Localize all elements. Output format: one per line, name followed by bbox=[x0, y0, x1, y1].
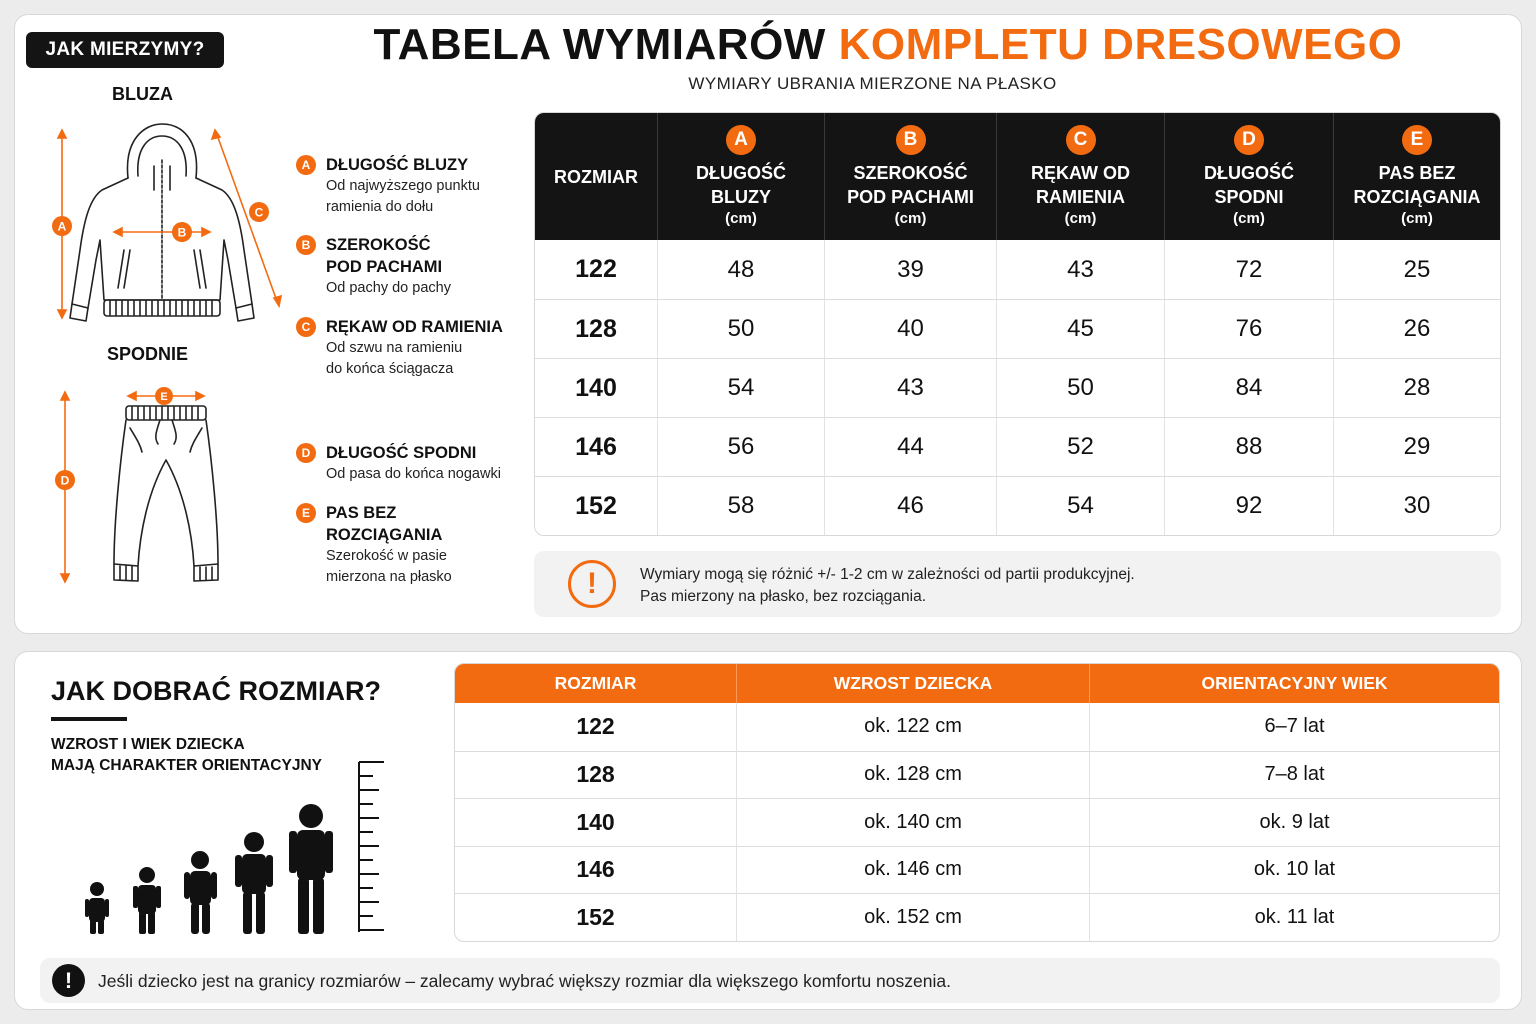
cell-height: ok. 140 cm bbox=[736, 798, 1089, 846]
legend-desc: Szerokość w pasie mierzona na płasko bbox=[326, 548, 452, 585]
badge-b: B bbox=[896, 125, 926, 155]
legend-title: PAS BEZ ROZCIĄGANIA bbox=[326, 504, 443, 544]
header-a: A DŁUGOŚĆ BLUZY (cm) bbox=[657, 113, 824, 240]
note-line-1: Wymiary mogą się różnić +/- 1-2 cm w zależności od partii produkcyjnej. bbox=[640, 566, 1135, 583]
cell: 29 bbox=[1333, 417, 1500, 476]
cell: 46 bbox=[824, 476, 996, 535]
child-figure-3 bbox=[184, 851, 217, 934]
cell: 43 bbox=[824, 358, 996, 417]
svg-text:C: C bbox=[254, 205, 264, 220]
cell: 45 bbox=[996, 299, 1164, 358]
cell: 84 bbox=[1164, 358, 1333, 417]
cell: 54 bbox=[996, 476, 1164, 535]
legend-title: SZEROKOŚĆ POD PACHAMI bbox=[326, 236, 443, 276]
note-line-2: Pas mierzony na płasko, bez rozciągania. bbox=[640, 588, 927, 605]
table-header-row bbox=[535, 113, 1500, 240]
cell: 50 bbox=[996, 358, 1164, 417]
header-b: B SZEROKOŚĆ POD PACHAMI (cm) bbox=[824, 113, 996, 240]
badge-e: E bbox=[1402, 125, 1432, 155]
cell: 39 bbox=[824, 240, 996, 299]
table-row bbox=[535, 299, 1500, 358]
cell-age: ok. 11 lat bbox=[1089, 893, 1499, 941]
pants-diagram bbox=[44, 382, 224, 592]
cell-height: ok. 122 cm bbox=[736, 703, 1089, 751]
hoodie-label: BLUZA bbox=[112, 84, 173, 104]
cell: 92 bbox=[1164, 476, 1333, 535]
legend-desc: Od pasa do końca nogawki bbox=[326, 466, 501, 482]
table-row bbox=[535, 240, 1500, 299]
legend-desc: Od szwu na ramieniu do końca ściągacza bbox=[326, 340, 463, 377]
cell: 26 bbox=[1333, 299, 1500, 358]
table-row bbox=[535, 417, 1500, 476]
exclamation-icon: ! bbox=[568, 560, 616, 608]
cell: 52 bbox=[996, 417, 1164, 476]
cell-size: 140 bbox=[535, 358, 657, 417]
size-guide-title: JAK DOBRAĆ ROZMIAR? bbox=[51, 676, 381, 706]
cell-size: 122 bbox=[575, 255, 617, 283]
size-guide-table bbox=[454, 663, 1500, 942]
cell-size: 140 bbox=[455, 798, 736, 846]
tip-text: Jeśli dziecko jest na granicy rozmiarów – zalecamy wybrać większy rozmiar dla większego komfortu noszenia. bbox=[98, 971, 951, 991]
cell-age: ok. 10 lat bbox=[1089, 846, 1499, 894]
legend-item-b bbox=[296, 234, 516, 299]
cell: 88 bbox=[1164, 417, 1333, 476]
cell-size: 146 bbox=[455, 846, 736, 894]
measurement-note bbox=[534, 551, 1501, 617]
cell: 30 bbox=[1333, 476, 1500, 535]
children-height-illustration bbox=[76, 756, 396, 938]
cell: 40 bbox=[824, 299, 996, 358]
legend-item-a bbox=[296, 154, 516, 218]
cell: 54 bbox=[657, 358, 824, 417]
svg-text:D: D bbox=[60, 473, 70, 488]
page-subtitle: WYMIARY UBRANIA MIERZONE NA PŁASKO bbox=[688, 74, 1057, 93]
svg-text:A: A bbox=[57, 219, 67, 234]
cell: 58 bbox=[657, 476, 824, 535]
child-figure-1 bbox=[85, 882, 109, 934]
how-to-measure-badge: JAK MIERZYMY? bbox=[26, 32, 224, 68]
exclamation-icon: ! bbox=[52, 964, 85, 997]
badge-b: B bbox=[296, 235, 316, 255]
header-e: E PAS BEZ ROZCIĄGANIA (cm) bbox=[1333, 113, 1500, 240]
table-row bbox=[455, 751, 1499, 799]
cell-size: 122 bbox=[576, 713, 615, 740]
pants-label: SPODNIE bbox=[106, 344, 189, 364]
cell-size: 128 bbox=[535, 299, 657, 358]
header-age: ORIENTACYJNY WIEK bbox=[1089, 664, 1499, 703]
badge-d: D bbox=[1234, 125, 1264, 155]
page-title bbox=[0, 20, 1536, 70]
legend-title: DŁUGOŚĆ SPODNI bbox=[326, 444, 477, 462]
cell-height: ok. 152 cm bbox=[736, 893, 1089, 941]
cell: 25 bbox=[1333, 240, 1500, 299]
cell-age: ok. 9 lat bbox=[1089, 798, 1499, 846]
table-header-row bbox=[455, 664, 1499, 703]
legend-desc: Od pachy do pachy bbox=[326, 280, 451, 296]
badge-c: C bbox=[296, 317, 316, 337]
cell: 44 bbox=[824, 417, 996, 476]
cell: 72 bbox=[1164, 240, 1333, 299]
legend-desc: Od najwyższego punktu ramienia do dołu bbox=[326, 178, 480, 215]
table-row bbox=[455, 703, 1499, 751]
table-row bbox=[455, 798, 1499, 846]
legend-item-c bbox=[296, 316, 516, 380]
child-figure-2 bbox=[133, 867, 161, 934]
title-part-2: KOMPLETU DRESOWEGO bbox=[838, 20, 1403, 69]
size-guide-subtitle: WZROST I WIEK DZIECKA MAJĄ CHARAKTER ORIENTACYJNY bbox=[51, 736, 322, 774]
title-part-1: TABELA WYMIARÓW bbox=[373, 20, 826, 69]
header-height: WZROST DZIECKA bbox=[736, 664, 1089, 703]
dimensions-table bbox=[534, 112, 1501, 536]
cell: 50 bbox=[657, 299, 824, 358]
cell-height: ok. 128 cm bbox=[736, 751, 1089, 799]
cell-size: 146 bbox=[535, 417, 657, 476]
badge-c: C bbox=[1066, 125, 1096, 155]
size-tip bbox=[40, 958, 1500, 1003]
legend-title: RĘKAW OD RAMIENIA bbox=[326, 318, 503, 336]
table-row bbox=[535, 358, 1500, 417]
cell-age: 6–7 lat bbox=[1089, 703, 1499, 751]
badge-a: A bbox=[726, 125, 756, 155]
svg-text:E: E bbox=[160, 391, 168, 403]
cell-size: 152 bbox=[455, 893, 736, 941]
legend-item-d bbox=[296, 442, 516, 485]
cell: 56 bbox=[657, 417, 824, 476]
legend-title: DŁUGOŚĆ BLUZY bbox=[326, 156, 469, 174]
table-row bbox=[455, 893, 1499, 941]
badge-e: E bbox=[296, 503, 316, 523]
cell-age: 7–8 lat bbox=[1089, 751, 1499, 799]
cell: 43 bbox=[996, 240, 1164, 299]
title-underline bbox=[51, 717, 127, 721]
header-d: D DŁUGOŚĆ SPODNI (cm) bbox=[1164, 113, 1333, 240]
legend-item-e bbox=[296, 502, 516, 588]
child-figure-5 bbox=[289, 804, 333, 934]
cell-size: 152 bbox=[535, 476, 657, 535]
svg-text:B: B bbox=[177, 225, 187, 240]
cell: 48 bbox=[657, 240, 824, 299]
badge-a: A bbox=[296, 155, 316, 175]
hoodie-diagram bbox=[44, 120, 294, 330]
cell: 76 bbox=[1164, 299, 1333, 358]
header-size: ROZMIAR bbox=[535, 113, 657, 240]
table-row bbox=[535, 476, 1500, 535]
header-c: C RĘKAW OD RAMIENIA (cm) bbox=[996, 113, 1164, 240]
cell-height: ok. 146 cm bbox=[736, 846, 1089, 894]
child-figure-4 bbox=[235, 832, 273, 934]
cell-size: 128 bbox=[455, 751, 736, 799]
height-ruler-icon bbox=[359, 762, 384, 932]
table-row bbox=[455, 846, 1499, 894]
header-size: ROZMIAR bbox=[455, 664, 736, 703]
badge-d: D bbox=[296, 443, 316, 463]
cell: 28 bbox=[1333, 358, 1500, 417]
